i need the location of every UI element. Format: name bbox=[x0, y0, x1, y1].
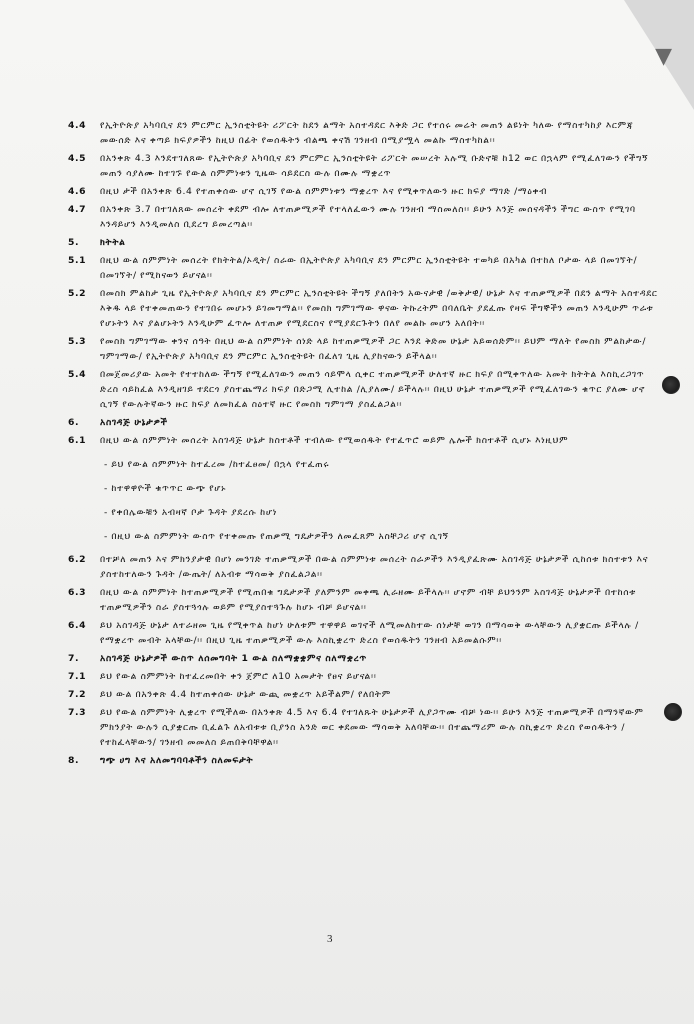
punch-hole-bottom bbox=[664, 703, 682, 721]
clause-paragraph bbox=[68, 705, 660, 750]
clause-paragraph bbox=[68, 118, 660, 148]
clause-number: 7.2 bbox=[68, 689, 87, 700]
clause-number: 5.1 bbox=[68, 255, 87, 266]
clause-text: ይህ የውል ስምምነት ከተፈረመበት ቀን ጀምሮ ለ10 አመታት የፀና ይሆናል፡፡ bbox=[100, 671, 377, 682]
clause-text: ይህ የውል ስምምነት ሊቋረጥ የሚችለው በአንቀጽ 4.5 እና 6.4 የተገለጹት ሁኔታዎች ሊያጋጥሙ ብቻ ነው፡፡ ይሁን እንጅ ተጠቃሚዎች በማንኛውም ምክንያት ውሉን ሲያቋርጡ ቢፈልጉ ለአብቱቱ ቢያንስ አንድ ወር ቀደመው ማሳወቅ አለባቸው፡፡ በተጨማሪም ውሉ ስኪቋረጥ ድረስ የወሰዱትን /የተከፈላቸውን/ ገንዘብ መመለስ ይጠበቅባቸዋል፡፡ bbox=[100, 707, 644, 748]
clause-number: 8. bbox=[68, 755, 80, 766]
clause-number: 4.6 bbox=[68, 186, 87, 197]
clause-number: 6.2 bbox=[68, 554, 87, 565]
clause-paragraph bbox=[68, 253, 660, 283]
clause-number: 4.7 bbox=[68, 204, 87, 215]
clause-text: በመስክ ምልከታ ጊዜ የኢትዮጵያ አካባቢና ደን ምርምር ኢንስቲትዩት ችግኝ ያለበትን አውናታዊ /ወቅታዊ/ ሁኔታ እና ተጠቃሚዎች በደን ልማት አስተዳደር እቅዱ ላይ የተቀመጠውን የተገበሩ መሆኑን ይገመግማል፡፡ የመስክ ግምገማው ዋናው ትኩረትም በባለቤት ያደፈጡ የዛፍ ችግኞችን መጠን እንዲሁም ጥራቱ የሆኑትን እና ያልሆኑትን እንዲሁም ፈጥሎ ለተጠቃ የሚደርስና የሚያደርጉትን በለየ መልኩ መሆን አለበት፡፡ bbox=[100, 288, 658, 329]
clause-text: በመጀመሪያው አመት የተተከለው ችግኝ የሚፈለገውን መጠን ሳይሞላ ሲቀር ተጠቃሚዎች ሁለተኛ ዙር ክፍያ በሚቀጥለው አመት ክትትል እስኪረጋገጥ ድረስ ሳይከፈል እንዲዘገይ ተደርጎ ያስተጨማሪ ክፍያ በድጋሚ ሊተከል /ሊያለሙ/ ይችላሉ፡፡ በዚህ ሁኔታ ተጠቃሚዎች የሚፈለገውን ቁጥር ያለሙ ሆኖ ሲገኝ የውሉትኛውን ዙር ክፍያ ለመክፈል ስዕተኛ ዙር የመስክ ግምገማ ያስፈልጋል፡፡ bbox=[100, 369, 646, 410]
clause-text: በአንቀጽ 4.3 እንደተገለጸው የኢትዮጵያ አካባቢና ደን ምርምር ኢንስቲትዩት ሪፖርት መሠረት አሉሚ ቡድኖቹ ከ12 ወር በኋላም የሚፈለገውን የችግኝ መጠን ሳያለሙ ከተገኙ የውል ስምምነቱን ጊዜው ሳይደርስ ውሉ በሙሉ ማቋረጥ bbox=[100, 153, 649, 179]
clause-number: 5.3 bbox=[68, 336, 87, 347]
clause-text: በተቻለ መጠን እና ምክንያታዊ በሆነ መንገድ ተጠቃሚዎች በውል ስምምነቱ መሰረት ስራዎችን እንዲያፈጽሙ አስገዳጅ ሁኔታዎች ሲከሰቱ ክስተቱን እና ያስተከተለውን ጉዳት /ውጤት/ ለአብቱ ማሳወቅ ያስፈልጋል፡፡ bbox=[100, 554, 649, 580]
clause-paragraph bbox=[68, 669, 660, 684]
clause-paragraph bbox=[68, 433, 660, 448]
clause-text: አስገዳጅ ሁኔታዎች ውስጥ ለሰመግባት 1 ውል ስለማቋቋምና ስለማቋረጥ bbox=[100, 653, 367, 664]
clause-number: 5.2 bbox=[68, 288, 87, 299]
clause-paragraph bbox=[68, 367, 660, 412]
section-heading bbox=[68, 651, 660, 666]
page-number: 3 bbox=[327, 933, 333, 945]
condition-bullet: - በዚህ ውል ስምምነት ውስጥ የተቀመጡ የጠቃሚ ግዴታዎችን ለመፈጸም አስቸጋሪ ሆኖ ሲገኝ bbox=[104, 531, 449, 542]
clause-paragraph bbox=[68, 552, 660, 582]
clause-paragraph bbox=[68, 184, 660, 199]
clause-text: በዚህ ውል ስምምነት መሰረት የክትትል/ኦዲት/ ስራው በኢትዮጵያ አካባቢና ደን ምርምር ኢንስቲትዩት ተወካይ በአካል በተከለ ቦታው ላይ በመገኘት/በመገኘት/ የሚከናወን ይሆናል፡፡ bbox=[100, 255, 638, 281]
clause-number: 4.4 bbox=[68, 120, 87, 131]
condition-bullet: - የቀበሌውቹን አብዛኛ ቦታ ጉዳት ያደረሱ ከሆነ bbox=[104, 507, 277, 518]
document-body bbox=[68, 118, 660, 771]
clause-paragraph bbox=[68, 687, 660, 702]
clause-text: ይህ ውል በአንቀጽ 4.4 ከተጠቀሰው ሁኔታ ውጪ መቋረጥ አይችልም/ የለበትም bbox=[100, 689, 391, 700]
clause-number: 4.5 bbox=[68, 153, 87, 164]
clause-text: በዚህ ውል ስምምነት መሰረት አስገዳጅ ሁኔታ ክስተቶች ተብለው የሚወሰዱት የተፈጥሮ ወይም ሌሎች ክስተቶች ሲሆኑ እነዚህም bbox=[100, 435, 569, 446]
condition-bullet: - ይህ የውል ስምምነት ከተፈረመ /ከተፈፀመ/ በኋላ የተፈጠሩ bbox=[104, 459, 330, 470]
section-heading bbox=[68, 753, 660, 768]
section-heading bbox=[68, 415, 660, 430]
corner-arrow-icon: ▼ bbox=[655, 44, 672, 69]
clause-text: በአንቀጽ 3.7 በተገለጸው መሰረት ቀደም ብሎ ለተጠቃሚዎች የተላለፈውን ሙሉ ገንዘብ ማስመለስ፡፡ ይሁን እንጅ መሰናዳችን ችግር ውስጥ የሚገባ እንዳይሆን እንዲመለስ ቢደረግ ይመረጣል፡፡ bbox=[100, 204, 636, 230]
clause-number: 5. bbox=[68, 237, 80, 248]
clause-text: አስገዳጅ ሁኔታዎች bbox=[100, 417, 168, 428]
clause-number: 7. bbox=[68, 653, 80, 664]
clause-number: 6.3 bbox=[68, 587, 87, 598]
clause-paragraph bbox=[68, 618, 660, 648]
clause-paragraph bbox=[68, 585, 660, 615]
clause-text: በዚህ ታች በአንቀጽ 6.4 የተጠቀሰው ሆኖ ሲገኝ የውል ስምምነቱን ማቋረጥ እና የሚቀጥለውን ዙር ክፍያ ማገድ /ማዕቀብ bbox=[100, 186, 548, 197]
clause-number: 7.1 bbox=[68, 671, 87, 682]
punch-hole-top bbox=[662, 376, 680, 394]
clause-number: 6.1 bbox=[68, 435, 87, 446]
clause-number: 6. bbox=[68, 417, 80, 428]
clause-text: የኢትዮጵያ አካባቢና ደን ምርምር ኢንስቲትዩት ሪፖርት ከደን ልማት አስተዳደር እቅድ ጋር የተሰሩ መሬት መጠን ልዩነት ካለው የማስተካከያ እርምጃ መውሰድ እና ቀጣይ ክፍያዎችን ከዚህ በፊት የወሰዱትን ብልጫ ቀናሽ ገንዘብ በሚያሟላ መልኩ ማስተካከል፡፡ bbox=[100, 120, 634, 146]
clause-number: 7.3 bbox=[68, 707, 87, 718]
clause-paragraph bbox=[68, 202, 660, 232]
clause-text: ክትትል bbox=[100, 237, 126, 248]
section-heading bbox=[68, 235, 660, 250]
condition-bullet: - ከተዋዋዮች ቁጥጥር ውጭ የሆኑ bbox=[104, 483, 227, 494]
clause-text: ይህ አስገዳጅ ሁኔታ ለተራዘመ ጊዜ የሚቀጥል ከሆነ ሁለቱም ተዋዋይ ወገኖች ለሚመለከተው ሰነታቸ ወገን በማሳወቅ ውላቸውን ሊያቋርጡ ይችላሉ /የማቋረጥ መብት አላቸው/፡፡ በዚህ ጊዜ ተጠቃሚዎች ውሉ እስኪቋረጥ ድረስ የወሰዱትን ገንዘብ አይመልሱም፡፡ bbox=[100, 620, 639, 646]
clause-paragraph bbox=[68, 286, 660, 331]
clause-number: 5.4 bbox=[68, 369, 87, 380]
clause-paragraph bbox=[68, 151, 660, 181]
clause-text: በዚህ ውል ስምምነት ከተጠቃሚዎች የሚጠበቁ ግዴታዎች ያለምንም መቀጫ ሊራዘሙ ይችላሉ፡፡ ሆኖም ብቸ ይህንንም አስገዳጅ ሁኔታዎች በተከሰቱ ተጠቃሚዎችን ስራ ያስተጓጎሉ ወይም የሚያስተጓጉሉ ከሆኑ ብቻ ይሆናል፡፡ bbox=[100, 587, 637, 613]
clause-paragraph bbox=[68, 334, 660, 364]
clause-text: ግጭ ሀግ እና አለመግባባቶችን ስለመፍታት bbox=[100, 755, 254, 766]
clause-number: 6.4 bbox=[68, 620, 87, 631]
clause-text: የመስክ ግምገማው ቀንና ሰዓት በዚህ ውል ስምምነት ሰነድ ላይ ከተጠቃሚዎች ጋር እንደ ቅድመ ሁኔታ አይወሰድም፡፡ ይህም ማለት የመስክ ምልከታው/ግምገማው/ የኢትዮጵያ አካባቢና ደን ምርምር ኢንስቲትዩት በፈለገ ጊዜ ሊያከናውን ይችላል፡፡ bbox=[100, 336, 647, 362]
